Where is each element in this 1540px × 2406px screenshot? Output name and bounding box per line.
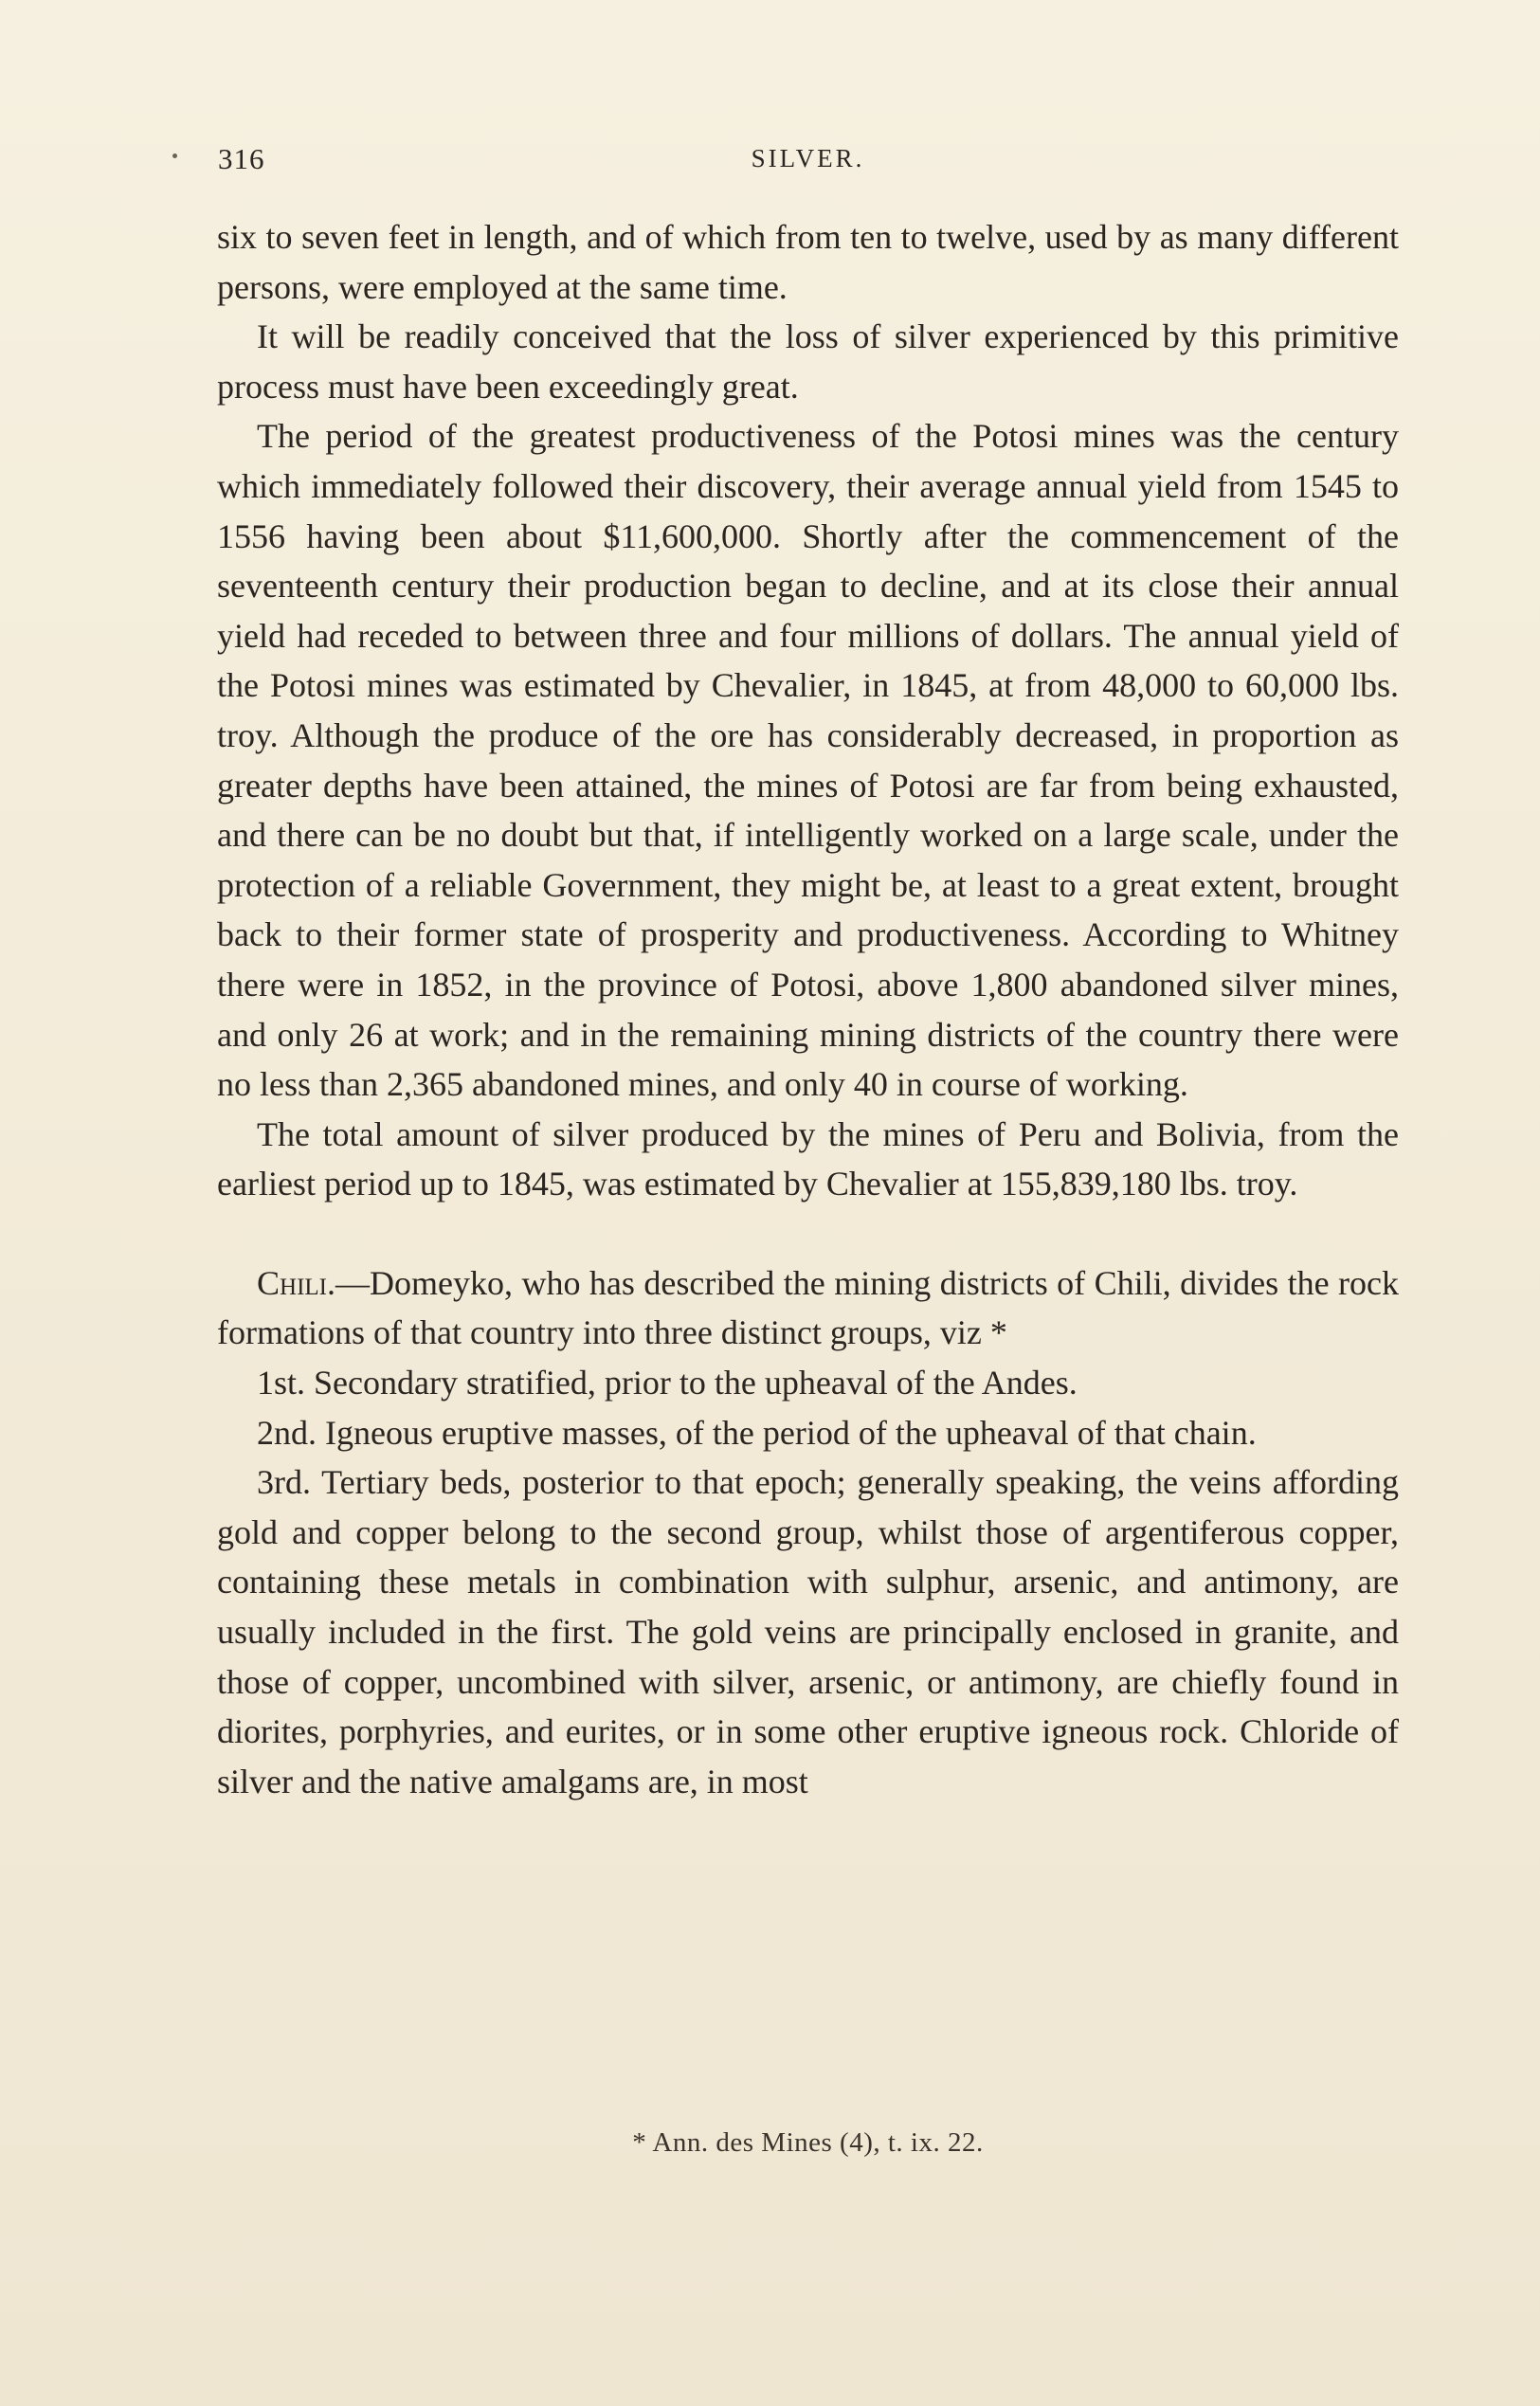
running-title: SILVER. [751, 144, 865, 172]
section-gap [217, 1209, 1399, 1258]
paragraph-loss-of-silver: It will be readily conceived that the loss of silver experienced by this primitive process must have been exceedingly great. [217, 317, 1399, 406]
page-number: 316 [218, 142, 265, 175]
list-item-second-group: 2nd. Igneous eruptive masses, of the period of the upheaval of that chain. [257, 1413, 1257, 1452]
paragraph-chili-intro [217, 1258, 1399, 1358]
body-text [217, 212, 1399, 1806]
list-item-first-group: 1st. Secondary stratified, prior to the upheaval of the Andes. [257, 1364, 1078, 1402]
chili-intro-text: —Domeyko, who has described the mining districts of Chili, divides the rock formations of that country into three distinct groups, viz * [217, 1263, 1399, 1352]
margin-dot [172, 154, 177, 158]
list-item-third-group: 3rd. Tertiary beds, posterior to that epoch; generally speaking, the veins affording gold and copper belong to the second group, whilst those of argentiferous copper, containing these metals in combination with sulphur, arsenic, and antimony, are usually included in the first. The gold veins are principally enclosed in granite, and those of copper, uncombined with silver, arsenic, or antimony, are chiefly found in diorites, porphyries, and eurites, or in some other eruptive igneous rock. Chloride of silver and the native amalgams are, in most [217, 1463, 1399, 1800]
footnote: * Ann. des Mines (4), t. ix. 22. [632, 2127, 984, 2158]
paragraph-potosi-productiveness: The period of the greatest productiveness of the Potosi mines was the century which immediately followed their discovery, their average annual yield from 1545 to 1556 having been about $11,600,000. Shortly after the commencement of the seventeenth century their production began to decline, and at its close their annual yield had receded to between three and four millions of dollars. The annual yield of the Potosi mines was estimated by Chevalier, in 1845, at from 48,000 to 60,000 lbs. troy. Although the produce of the ore has considerably decreased, in proportion as greater depths have been attained, the mines of Potosi are far from being exhausted, and there can be no doubt but that, if intelligently worked on a large scale, under the protection of a reliable Government, they might be, at least to a great extent, brought back to their former state of prosperity and productiveness. According to Whitney there were in 1852, in the province of Potosi, above 1,800 abandoned silver mines, and only 26 at work; and in the remaining mining districts of the country there were no less than 2,365 abandoned mines, and only 40 in course of working. [217, 417, 1399, 1104]
section-heading-chili: Chili. [257, 1263, 335, 1302]
running-head [218, 142, 1398, 184]
paragraph-continuation: six to seven feet in length, and of which from ten to twelve, used by as many different persons, were employed at the same time. [217, 218, 1399, 306]
paragraph-peru-bolivia-total: The total amount of silver produced by the mines of Peru and Bolivia, from the earliest period up to 1845, was estimated by Chevalier at 155,839,180 lbs. troy. [217, 1114, 1399, 1203]
